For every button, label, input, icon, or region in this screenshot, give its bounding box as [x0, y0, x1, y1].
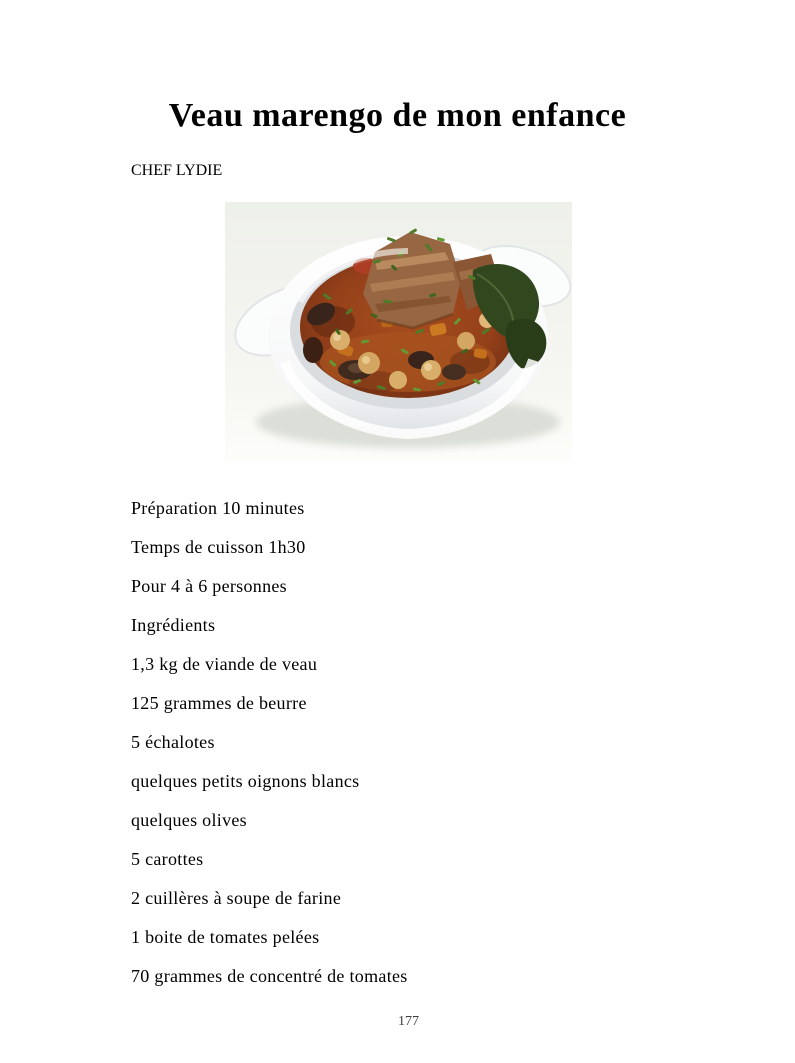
recipe-line: 1,3 kg de viande de veau [131, 654, 318, 674]
recipe-line: 2 cuillères à soupe de farine [131, 888, 342, 908]
recipe-line: Temps de cuisson 1h30 [131, 537, 306, 557]
recipe-line: 70 grammes de concentré de tomates [131, 966, 408, 986]
recipe-line: Ingrédients [131, 615, 216, 635]
recipe-line: 125 grammes de beurre [131, 693, 307, 713]
recipe-line: 5 carottes [131, 849, 204, 869]
recipe-line: 5 échalotes [131, 732, 215, 752]
recipe-photo [225, 202, 572, 462]
chef-name: CHEF LYDIE [131, 162, 223, 179]
recipe-details [131, 498, 691, 1005]
page-number: 177 [398, 1014, 419, 1029]
recipe-line: quelques petits oignons blancs [131, 771, 360, 791]
recipe-line: 1 boite de tomates pelées [131, 927, 320, 947]
recipe-line: Préparation 10 minutes [131, 498, 305, 518]
recipe-title: Veau marengo de mon enfance [168, 97, 627, 134]
stew-photo-illustration [225, 202, 572, 462]
recipe-line: quelques olives [131, 810, 247, 830]
recipe-line: Pour 4 à 6 personnes [131, 576, 287, 596]
